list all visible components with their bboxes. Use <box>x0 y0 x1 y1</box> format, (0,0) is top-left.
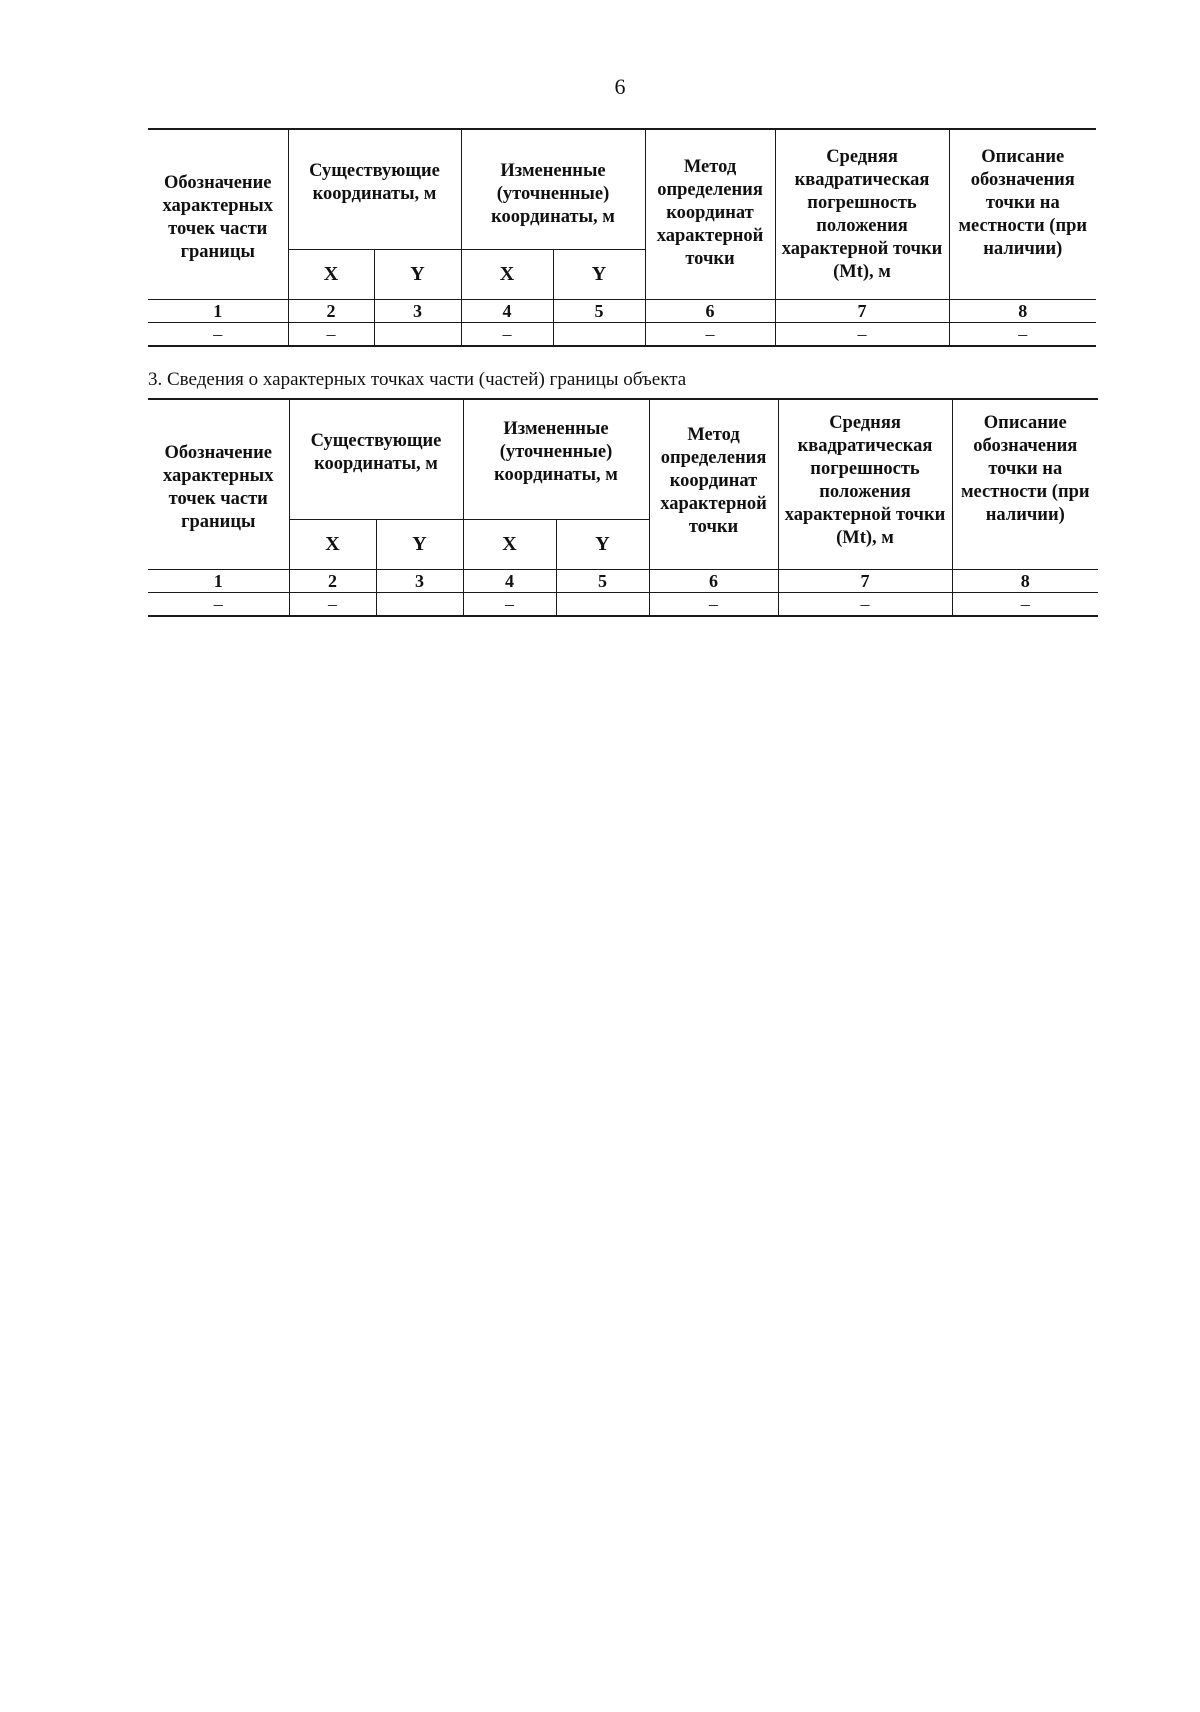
column-number: 5 <box>553 299 645 322</box>
header-changed-coordinates: Измененные (уточненные) координаты, м <box>461 129 645 249</box>
column-number: 4 <box>461 299 553 322</box>
column-number: 6 <box>649 569 778 592</box>
column-number: 1 <box>148 299 288 322</box>
table-cell <box>556 592 649 616</box>
header-designation: Обозначение характерных точек части границы <box>148 399 289 569</box>
header-changed-y: Y <box>553 249 645 299</box>
column-number: 2 <box>288 299 374 322</box>
column-number: 3 <box>376 569 463 592</box>
section-title: 3. Сведения о характерных точках части (частей) границы объекта <box>148 369 687 390</box>
header-method: Метод определения координат характерной точки <box>649 399 778 569</box>
table-cell <box>374 322 461 346</box>
table-cell: – <box>461 322 553 346</box>
header-accuracy: Средняя квадратическая погрешность положения характерной точки (Mt), м <box>778 399 952 569</box>
header-existing-y: Y <box>376 519 463 569</box>
header-method: Метод определения координат характерной точки <box>645 129 775 299</box>
table-cell: – <box>288 322 374 346</box>
header-description: Описание обозначения точки на местности (при наличии) <box>952 399 1098 569</box>
header-changed-x: X <box>463 519 556 569</box>
column-number: 3 <box>374 299 461 322</box>
coordinates-table-2 <box>148 398 1098 617</box>
header-existing-y: Y <box>374 249 461 299</box>
column-number: 7 <box>778 569 952 592</box>
table-cell: – <box>949 322 1096 346</box>
column-number: 6 <box>645 299 775 322</box>
table-cell <box>376 592 463 616</box>
header-changed-y: Y <box>556 519 649 569</box>
header-existing-x: X <box>289 519 376 569</box>
table-cell: – <box>778 592 952 616</box>
table-cell: – <box>649 592 778 616</box>
column-number: 5 <box>556 569 649 592</box>
header-description: Описание обозначения точки на местности (при наличии) <box>949 129 1096 299</box>
table-cell: – <box>775 322 949 346</box>
table-cell <box>553 322 645 346</box>
column-number: 4 <box>463 569 556 592</box>
column-number: 8 <box>952 569 1098 592</box>
header-designation: Обозначение характерных точек части границы <box>148 129 288 299</box>
table-cell: – <box>148 322 288 346</box>
header-existing-coordinates: Существующие координаты, м <box>289 399 463 519</box>
table-cell: – <box>952 592 1098 616</box>
header-existing-coordinates: Существующие координаты, м <box>288 129 461 249</box>
coordinates-table-1 <box>148 128 1096 347</box>
column-number: 7 <box>775 299 949 322</box>
header-changed-x: X <box>461 249 553 299</box>
header-existing-x: X <box>288 249 374 299</box>
column-number: 1 <box>148 569 289 592</box>
table-cell: – <box>463 592 556 616</box>
table-cell: – <box>148 592 289 616</box>
page-number: 6 <box>614 74 626 99</box>
table-cell: – <box>289 592 376 616</box>
column-number: 2 <box>289 569 376 592</box>
column-number: 8 <box>949 299 1096 322</box>
table-cell: – <box>645 322 775 346</box>
header-changed-coordinates: Измененные (уточненные) координаты, м <box>463 399 649 519</box>
header-accuracy: Средняя квадратическая погрешность положения характерной точки (Mt), м <box>775 129 949 299</box>
